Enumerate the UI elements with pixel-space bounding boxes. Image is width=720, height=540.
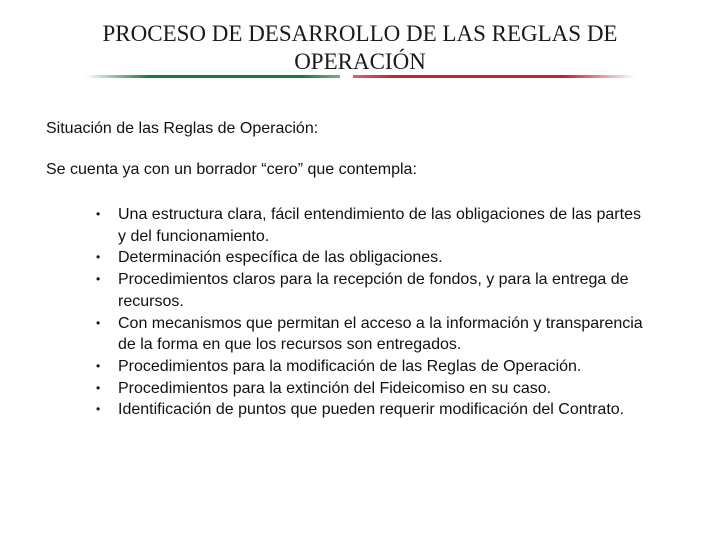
bullet-text: Determinación específica de las obligaciones. [118,249,443,267]
bullet-dot-icon: • [96,315,101,330]
bullet-dot-icon: • [96,358,101,373]
bullet-item [92,356,652,378]
bullet-text: Con mecanismos que permitan el acceso a la información y transparencia de la forma en que los recursos son entregados. [118,314,643,354]
bullet-text: Procedimientos para la extinción del Fideicomiso en su caso. [118,379,552,397]
bullet-text: Procedimientos claros para la recepción de fondos, y para la entrega de recursos. [118,271,629,310]
bullet-text: Procedimientos para la modificación de las Reglas de Operación. [118,357,582,375]
title-line-2: OPERACIÓN [294,49,426,74]
bullet-item [92,313,652,356]
section-subtitle: Situación de las Reglas de Operación: [46,120,319,137]
flag-divider [85,75,635,79]
title-line-1: PROCESO DE DESARROLLO DE LAS REGLAS DE [102,21,618,46]
bullet-dot-icon: • [96,402,101,417]
bullet-text: Una estructura clara, fácil entendimiento de las obligaciones de las partes y del funcionamiento. [118,206,641,245]
bullet-dot-icon: • [96,272,101,287]
intro-text: Se cuenta ya con un borrador “cero” que contempla: [46,161,417,178]
bullet-item [92,399,652,421]
flag-divider-red [353,75,635,78]
flag-divider-green [85,75,340,78]
page-title [60,20,660,76]
bullet-item [92,247,652,269]
bullet-text: Identificación de puntos que pueden requerir modificación del Contrato. [118,401,625,419]
bullet-dot-icon: • [96,207,101,221]
bullet-list [92,204,652,421]
bullet-dot-icon: • [96,380,101,395]
bullet-item [92,204,652,247]
bullet-item [92,269,652,312]
bullet-item [92,378,652,400]
bullet-dot-icon: • [96,250,101,265]
